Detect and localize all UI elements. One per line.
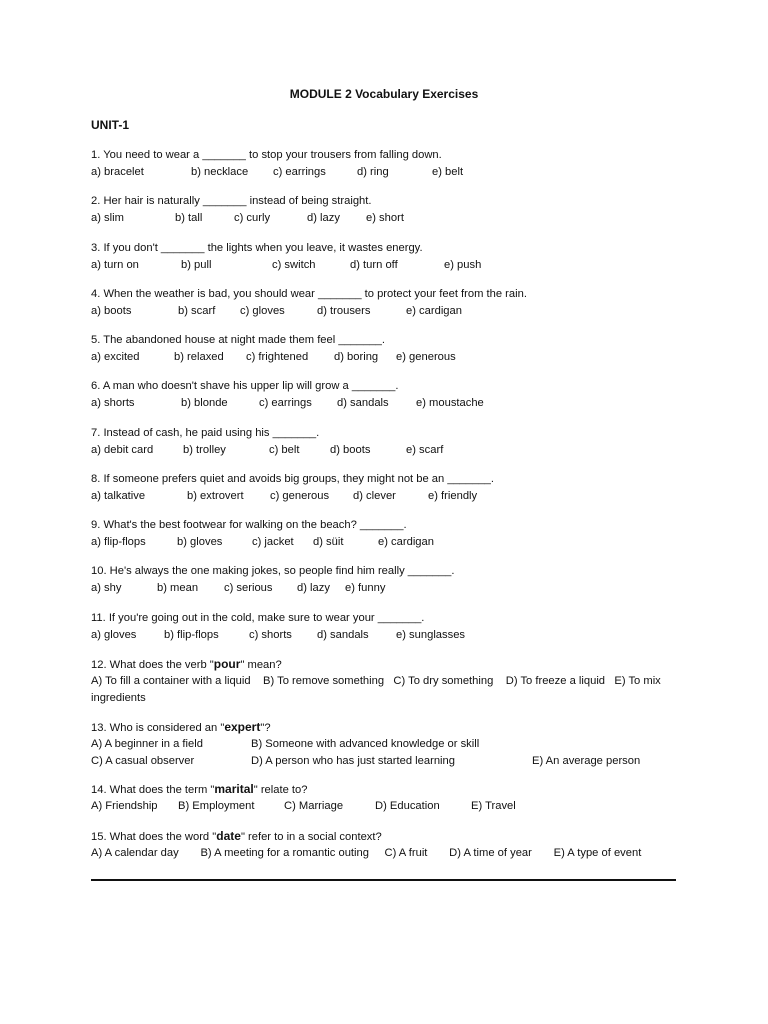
option-c: c) shorts: [249, 629, 292, 641]
options-row: [91, 798, 516, 815]
option-e: e) cardigan: [406, 305, 462, 317]
option-b: b) trolley: [183, 444, 226, 456]
option-a: a) shorts: [91, 397, 135, 409]
question-1: [91, 147, 464, 181]
option-d: d) boots: [330, 444, 371, 456]
option-e: e) belt: [432, 166, 464, 178]
stem-prefix: 13. Who is considered an ": [91, 722, 225, 734]
key-term: expert: [224, 720, 261, 734]
option-a: A) Friendship: [91, 800, 158, 812]
option-a: a) boots: [91, 305, 132, 317]
option-b: b) extrovert: [187, 490, 244, 502]
option-d: d) clever: [353, 490, 396, 502]
option-b: b) pull: [181, 259, 212, 271]
question-5: [91, 332, 456, 366]
option-d: d) lazy: [297, 582, 330, 594]
option-d: d) lazy: [307, 212, 340, 224]
question-4: [91, 286, 527, 320]
option-b: B) Employment: [178, 800, 255, 812]
option-a: a) slim: [91, 212, 124, 224]
question-stem: 7. Instead of cash, he paid using his _______.: [91, 427, 320, 439]
question-3: [91, 240, 482, 274]
stem-suffix: " relate to?: [253, 784, 308, 796]
question-stem: 2. Her hair is naturally _______ instead of being straight.: [91, 195, 372, 207]
question-stem: [91, 828, 681, 845]
option-e: e) funny: [345, 582, 386, 594]
option-c: c) frightened: [246, 351, 309, 363]
option-a: a) flip-flops: [91, 536, 146, 548]
stem-prefix: 15. What does the word ": [91, 831, 217, 843]
option-d: d) sandals: [337, 397, 389, 409]
question-8: [91, 471, 494, 505]
option-e: e) sunglasses: [396, 629, 466, 641]
question-7: [91, 425, 444, 459]
stem-suffix: " mean?: [240, 659, 282, 671]
option-e: E) Travel: [471, 800, 516, 812]
option-b: b) flip-flops: [164, 629, 219, 641]
option-b: b) tall: [175, 212, 203, 224]
question-stem: [91, 719, 271, 736]
option-e: E) An average person: [532, 755, 641, 767]
option-e: e) generous: [396, 351, 456, 363]
options-row: [91, 488, 494, 505]
question-stem: 10. He's always the one making jokes, so people find him really _______.: [91, 565, 455, 577]
option-b: b) mean: [157, 582, 199, 594]
question-stem: 6. A man who doesn't shave his upper lip will grow a _______.: [91, 380, 399, 392]
document-title: MODULE 2 Vocabulary Exercises: [289, 87, 479, 101]
option-c: C) Marriage: [284, 800, 344, 812]
option-d: d) trousers: [317, 305, 371, 317]
question-stem: 5. The abandoned house at night made them feel _______.: [91, 334, 386, 346]
question-stem: 1. You need to wear a _______ to stop your trousers from falling down.: [91, 149, 442, 161]
option-c: c) earrings: [259, 397, 312, 409]
stem-prefix: 14. What does the term ": [91, 784, 215, 796]
option-d: D) A person who has just started learning: [251, 755, 455, 767]
option-c: c) jacket: [252, 536, 294, 548]
key-term: marital: [214, 782, 254, 796]
options-row: [91, 627, 466, 644]
options-text: A) To fill a container with a liquid B) To remove something C) To dry something D) To freeze a liquid E) To mix ingredients: [91, 675, 664, 704]
option-b: b) gloves: [177, 536, 223, 548]
question-2: [91, 193, 404, 227]
options-row: [91, 349, 456, 366]
bottom-divider: [91, 879, 676, 881]
option-c: c) belt: [269, 444, 300, 456]
option-c: c) earrings: [273, 166, 326, 178]
option-d: D) Education: [375, 800, 440, 812]
key-term: pour: [213, 657, 241, 671]
unit-heading: UNIT-1: [91, 118, 130, 132]
option-d: d) boring: [334, 351, 379, 363]
question-stem: [91, 656, 681, 673]
stem-prefix: 12. What does the verb ": [91, 659, 214, 671]
option-a: a) bracelet: [91, 166, 144, 178]
option-e: e) short: [366, 212, 404, 224]
question-stem: 11. If you're going out in the cold, make sure to wear your _______.: [91, 612, 425, 624]
option-a: a) turn on: [91, 259, 139, 271]
question-10: [91, 563, 454, 597]
options-row: [91, 580, 454, 597]
option-b: b) relaxed: [174, 351, 224, 363]
question-stem: 8. If someone prefers quiet and avoids big groups, they might not be an _______.: [91, 473, 495, 485]
option-e: e) scarf: [406, 444, 444, 456]
option-e: e) push: [444, 259, 482, 271]
option-b: b) scarf: [178, 305, 216, 317]
option-c: C) A casual observer: [91, 755, 195, 767]
stem-suffix: "?: [260, 722, 271, 734]
options-row: [91, 395, 484, 412]
option-a: a) debit card: [91, 444, 154, 456]
options-row: [91, 736, 480, 753]
options-row: [91, 257, 482, 274]
option-d: d) ring: [357, 166, 389, 178]
option-c: c) serious: [224, 582, 273, 594]
option-a: A) A beginner in a field: [91, 738, 203, 750]
question-13: [91, 719, 641, 770]
question-9: [91, 517, 434, 551]
options-row: [91, 753, 641, 770]
option-a: a) excited: [91, 351, 140, 363]
options-row: [91, 534, 434, 551]
question-14: [91, 781, 516, 815]
question-stem: 9. What's the best footwear for walking on the beach? _______.: [91, 519, 407, 531]
option-d: d) turn off: [350, 259, 398, 271]
option-c: c) generous: [270, 490, 330, 502]
option-a: a) talkative: [91, 490, 146, 502]
options-text: A) A calendar day B) A meeting for a romantic outing C) A fruit D) A time of year E) A type of event: [91, 847, 642, 859]
question-11: [91, 610, 466, 644]
key-term: date: [216, 829, 241, 843]
option-c: c) switch: [272, 259, 316, 271]
question-stem: 4. When the weather is bad, you should wear _______ to protect your feet from the rain.: [91, 288, 527, 300]
stem-suffix: " refer to in a social context?: [240, 831, 382, 843]
question-stem: 3. If you don't _______ the lights when you leave, it wastes energy.: [91, 242, 423, 254]
option-b: b) blonde: [181, 397, 228, 409]
question-6: [91, 378, 484, 412]
option-d: d) süit: [313, 536, 344, 548]
options-row: [91, 303, 527, 320]
option-e: e) friendly: [428, 490, 478, 502]
option-c: c) gloves: [240, 305, 285, 317]
option-c: c) curly: [234, 212, 271, 224]
option-e: e) cardigan: [378, 536, 434, 548]
options-row: [91, 210, 404, 227]
question-stem: [91, 781, 307, 798]
option-b: b) necklace: [191, 166, 249, 178]
option-d: d) sandals: [317, 629, 369, 641]
option-a: a) shy: [91, 582, 122, 594]
option-e: e) moustache: [416, 397, 484, 409]
options-row: [91, 442, 444, 459]
option-b: B) Someone with advanced knowledge or skill: [251, 738, 480, 750]
question-12: [91, 656, 681, 707]
option-a: a) gloves: [91, 629, 137, 641]
options-row: [91, 164, 464, 181]
question-15: [91, 828, 681, 862]
